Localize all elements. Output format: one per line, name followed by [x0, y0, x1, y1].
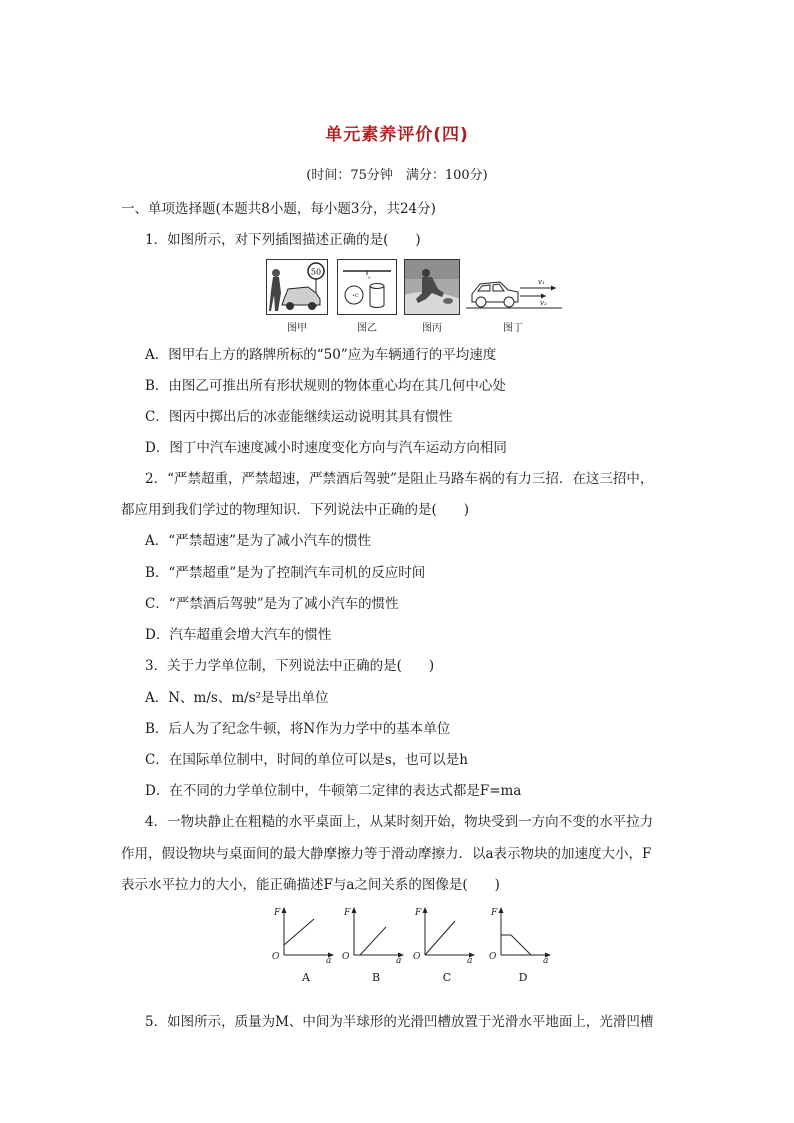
figure-yi	[337, 259, 397, 319]
question-2-stem-2: 都应用到我们学过的物理知识．下列说法中正确的是( )	[121, 502, 470, 518]
svg-text:O: O	[272, 952, 280, 962]
q3-option-d: D．在不同的力学单位制中，牛顿第二定律的表达式都是F=ma	[145, 783, 522, 799]
graph-b	[342, 905, 406, 967]
figure-jia	[266, 259, 328, 319]
svg-text:a: a	[326, 956, 332, 963]
figure-ding	[466, 270, 562, 316]
graph-c	[413, 905, 477, 967]
q1-option-b: B．由图乙可推出所有形状规则的物体重心均在其几何中心处	[145, 378, 506, 394]
svg-text:F: F	[344, 908, 351, 918]
caption-ding: 图丁	[503, 323, 523, 334]
question-4-stem-1: 4．一物块静止在粗糙的水平桌面上，从某时刻开始，物块受到一方向不变的水平拉力	[145, 814, 654, 830]
svg-text:O: O	[489, 952, 497, 962]
question-5-stem: 5．如图所示，质量为M、中间为半球形的光滑凹槽放置于光滑水平地面上，光滑凹槽	[145, 1014, 654, 1030]
speed-sign-text: 50	[310, 267, 322, 277]
caption-jia: 图甲	[287, 323, 307, 334]
q3-option-c: C．在国际单位制中，时间的单位可以是s，也可以是h	[145, 752, 468, 768]
graph-label-a: A	[302, 971, 310, 984]
caption-yi: 图乙	[357, 323, 377, 334]
q1-option-c: C．图丙中掷出后的冰壶能继续运动说明其具有惯性	[145, 409, 453, 425]
q3-option-b: B．后人为了纪念牛顿，将N作为力学中的基本单位	[145, 721, 451, 737]
svg-text:F: F	[415, 908, 422, 918]
q2-option-d: D．汽车超重会增大汽车的惯性	[145, 627, 332, 643]
svg-text:a: a	[467, 956, 473, 963]
q3-option-a: A．N、m/s、m/s²是导出单位	[145, 690, 329, 706]
section-heading: 一、单项选择题(本题共8小题，每小题3分，共24分)	[121, 201, 436, 217]
graph-label-d: D	[518, 971, 528, 984]
v1-label: v₁	[538, 278, 545, 286]
q2-option-c: C．“严禁酒后驾驶”是为了减小汽车的惯性	[145, 596, 399, 612]
v2-label: v₂	[540, 299, 547, 307]
svg-text:F: F	[491, 908, 498, 918]
exam-info: (时间：75分钟 满分：100分)	[306, 168, 488, 183]
q2-option-a: A．“严禁超速”是为了减小汽车的惯性	[145, 533, 372, 549]
question-1-stem: 1．如图所示，对下列插图描述正确的是( )	[145, 232, 421, 248]
q1-option-d: D．图丁中汽车速度减小时速度变化方向与汽车运动方向相同	[145, 440, 507, 456]
figure-bing	[404, 259, 460, 319]
svg-text:O: O	[342, 952, 350, 962]
page-title: 单元素养评价(四)	[325, 125, 469, 145]
question-4-stem-2: 作用，假设物块与桌面间的最大静摩擦力等于滑动摩擦力．以a表示物块的加速度大小，F	[121, 846, 652, 862]
svg-text:a: a	[396, 956, 402, 963]
svg-text:a: a	[543, 956, 549, 963]
graph-d	[489, 905, 553, 967]
graph-label-c: C	[442, 971, 452, 984]
q2-option-b: B．“严禁超重”是为了控制汽车司机的反应时间	[145, 565, 426, 581]
q1-option-a: A．图甲右上方的路牌所标的“50”应为车辆通行的平均速度	[145, 347, 497, 363]
graph-a	[272, 905, 336, 967]
question-3-stem: 3．关于力学单位制，下列说法中正确的是( )	[145, 658, 435, 674]
svg-text:c: c	[368, 275, 371, 281]
svg-text:F: F	[274, 908, 281, 918]
caption-bing: 图丙	[422, 323, 442, 334]
question-2-stem-1: 2．“严禁超重，严禁超速，严禁酒后驾驶”是阻止马路车祸的有力三招．在这三招中，	[145, 471, 654, 487]
svg-text:•C: •C	[352, 293, 359, 299]
svg-text:O: O	[413, 952, 421, 962]
graph-label-b: B	[371, 971, 381, 984]
question-4-stem-3: 表示水平拉力的大小，能正确描述F与a之间关系的图像是( )	[121, 877, 500, 893]
